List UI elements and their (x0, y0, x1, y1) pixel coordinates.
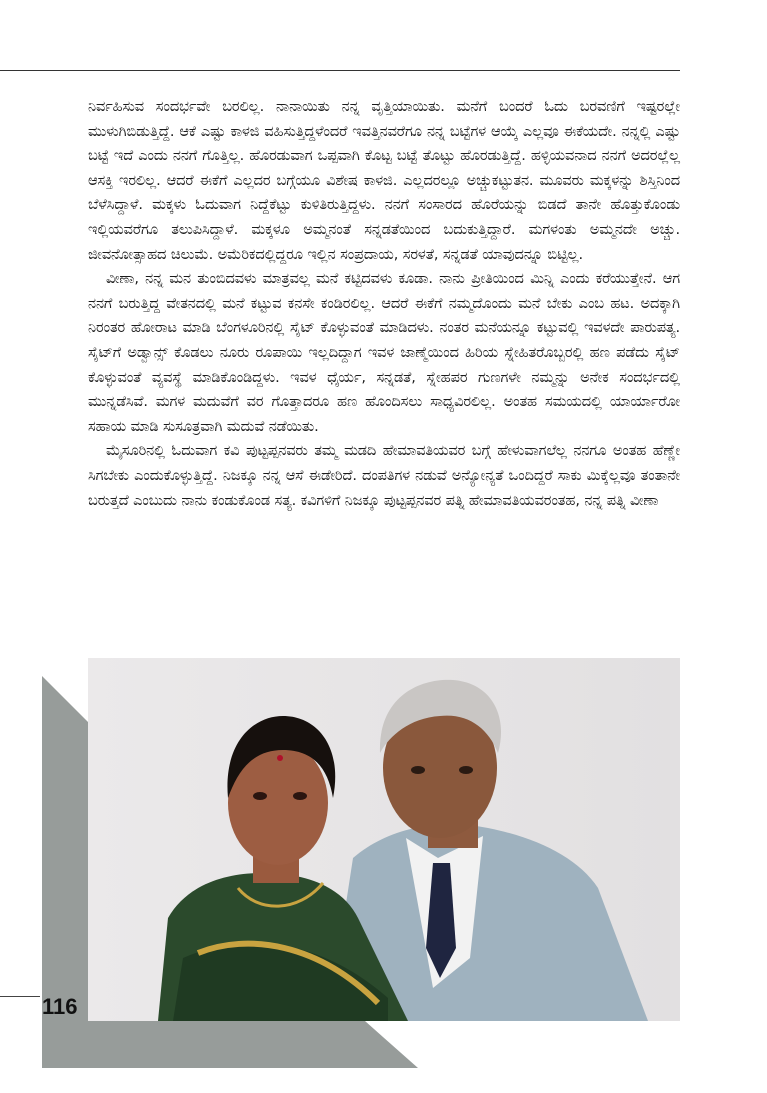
paragraph-2: ವೀಣಾ, ನನ್ನ ಮನ ತುಂಬಿದವಳು ಮಾತ್ರವಲ್ಲ ಮನೆ ಕಟ್ಟಿದವಳು ಕೂಡಾ. ನಾನು ಪ್ರೀತಿಯಿಂದ ಮಿನ್ನಿ ಎಂದು ಕರೆಯುತ್ತೇನೆ. ಆಗ ನನಗೆ ಬರುತ್ತಿದ್ದ ವೇತನದಲ್ಲಿ ಮನೆ ಕಟ್ಟುವ ಕನಸೇ ಕಂಡಿರಲಿಲ್ಲ. ಆದರೆ ಈಕೆಗೆ ನಮ್ಮದೊಂದು ಮನೆ ಬೇಕು ಎಂಬ ಹಟ. ಅದಕ್ಕಾಗಿ ನಿರಂತರ ಹೋರಾಟ ಮಾಡಿ ಬೆಂಗಳೂರಿನಲ್ಲಿ ಸೈಟ್ ಕೊಳ್ಳುವಂತೆ ಮಾಡಿದಳು. ನಂತರ ಮನೆಯನ್ನೂ ಕಟ್ಟುವಲ್ಲಿ ಇವಳದೇ ಪಾರುಪತ್ಯ. ಸೈಟ್‌ಗೆ ಅಡ್ವಾನ್ಸ್ ಕೊಡಲು ನೂರು ರೂಪಾಯಿ ಇಲ್ಲದಿದ್ದಾಗ ಇವಳ ಜಾಣ್ಮೆಯಿಂದ ಹಿರಿಯ ಸ್ನೇಹಿತರೊಬ್ಬರಲ್ಲಿ ಹಣ ಪಡೆದು ಸೈಟ್ ಕೊಳ್ಳುವಂತೆ ವ್ಯವಸ್ಥೆ ಮಾಡಿಕೊಂಡಿದ್ದಳು. ಇವಳ ಧೈರ್ಯ, ಸನ್ನಡತೆ, ಸ್ನೇಹಪರ ಗುಣಗಳೇ ನಮ್ಮನ್ನು ಅನೇಕ ಸಂದರ್ಭದಲ್ಲಿ ಮುನ್ನಡೆಸಿವೆ. ಮಗಳ ಮದುವೆಗೆ ವರ ಗೊತ್ತಾದರೂ ಹಣ ಹೊಂದಿಸಲು ಸಾಧ್ಯವಿರಲಿಲ್ಲ. ಅಂತಹ ಸಮಯದಲ್ಲಿ ಯಾರ್ಯಾರೋ ಸಹಾಯ ಮಾಡಿ ಸುಸೂತ್ರವಾಗಿ ಮದುವೆ ನಡೆಯಿತು. (88, 271, 680, 435)
page-number: 116 (42, 994, 78, 1019)
couple-photo (88, 658, 680, 1021)
header-rule (0, 70, 680, 71)
paragraph-1: ನಿರ್ವಹಿಸುವ ಸಂದರ್ಭವೇ ಬರಲಿಲ್ಲ. ನಾನಾಯಿತು ನನ್ನ ವೃತ್ತಿಯಾಯಿತು. ಮನೆಗೆ ಬಂದರೆ ಓದು ಬರವಣಿಗೆ ಇಷ್ಟರಲ್ಲೇ ಮುಳುಗಿಬಿಡುತ್ತಿದ್ದೆ. ಆಕೆ ಎಷ್ಟು ಕಾಳಜಿ ವಹಿಸುತ್ತಿದ್ದಳೆಂದರೆ ಇವತ್ತಿನವರೆಗೂ ನನ್ನ ಬಟ್ಟೆಗಳ ಆಯ್ಕೆ ಎಲ್ಲವೂ ಈಕೆಯದೇ. ನನ್ನಲ್ಲಿ ಎಷ್ಟು ಬಟ್ಟೆ ಇದೆ ಎಂದು ನನಗೆ ಗೊತ್ತಿಲ್ಲ. ಹೊರಡುವಾಗ ಒಪ್ಪವಾಗಿ ಕೊಟ್ಟ ಬಟ್ಟೆ ತೊಟ್ಟು ಹೊರಡುತ್ತಿದ್ದೆ. ಹಳ್ಳಿಯವನಾದ ನನಗೆ ಅದರಲ್ಲೆಲ್ಲ ಆಸಕ್ತಿ ಇರಲಿಲ್ಲ. ಆದರೆ ಈಕೆಗೆ ಎಲ್ಲದರ ಬಗ್ಗೆಯೂ ವಿಶೇಷ ಕಾಳಜಿ. ಎಲ್ಲದರಲ್ಲೂ ಅಚ್ಚುಕಟ್ಟುತನ. ಮೂವರು ಮಕ್ಕಳನ್ನು ಶಿಸ್ತಿನಿಂದ ಬೆಳೆಸಿದ್ದಾಳೆ. ಮಕ್ಕಳು ಓದುವಾಗ ನಿದ್ದೆಕೆಟ್ಟು ಕುಳಿತಿರುತ್ತಿದ್ದಳು. ನನಗೆ ಸಂಸಾರದ ಹೊರೆಯನ್ನು ಬಿಡದೆ ತಾನೇ ಹೊತ್ತುಕೊಂಡು ಇಲ್ಲಿಯವರೆಗೂ ತಲುಪಿಸಿದ್ದಾಳೆ. ಮಕ್ಕಳೂ ಅಮ್ಮನಂತೆ ಸನ್ನಡತೆಯಿಂದ ಬದುಕುತ್ತಿದ್ದಾರೆ. ಮಗಳಂತು ಅಮ್ಮನದೇ ಅಚ್ಚು. ಜೀವನೋತ್ಸಾಹದ ಚಿಲುಮೆ. ಅಮೆರಿಕದಲ್ಲಿದ್ದರೂ ಇಲ್ಲಿನ ಸಂಪ್ರದಾಯ, ಸರಳತೆ, ಸನ್ನಡತೆ ಯಾವುದನ್ನೂ ಬಿಟ್ಟಿಲ್ಲ. (88, 99, 680, 263)
paragraph-3: ಮೈಸೂರಿನಲ್ಲಿ ಓದುವಾಗ ಕವಿ ಪುಟ್ಟಪ್ಪನವರು ತಮ್ಮ ಮಡದಿ ಹೇಮಾವತಿಯವರ ಬಗ್ಗೆ ಹೇಳುವಾಗಲೆಲ್ಲ ನನಗೂ ಅಂತಹ ಹೆಣ್ಣೇ ಸಿಗಬೇಕು ಎಂದುಕೊಳ್ಳುತ್ತಿದ್ದೆ. ನಿಜಕ್ಕೂ ನನ್ನ ಆಸೆ ಈಡೇರಿದೆ. ದಂಪತಿಗಳ ನಡುವೆ ಅನ್ಯೋನ್ಯತೆ ಒಂದಿದ್ದರೆ ಸಾಕು ಮಿಕ್ಕೆಲ್ಲವೂ ತಂತಾನೇ ಬರುತ್ತದೆ ಎಂಬುದು ನಾನು ಕಂಡುಕೊಂಡ ಸತ್ಯ. ಕವಿಗಳಿಗೆ ನಿಜಕ್ಕೂ ಪುಟ್ಟಪ್ಪನವರ ಪತ್ನಿ ಹೇಮಾವತಿಯವರಂತಹ, ನನ್ನ ಪತ್ನಿ ವೀಣಾ (88, 443, 680, 509)
footer-rule (0, 996, 40, 997)
body-text (88, 95, 680, 513)
